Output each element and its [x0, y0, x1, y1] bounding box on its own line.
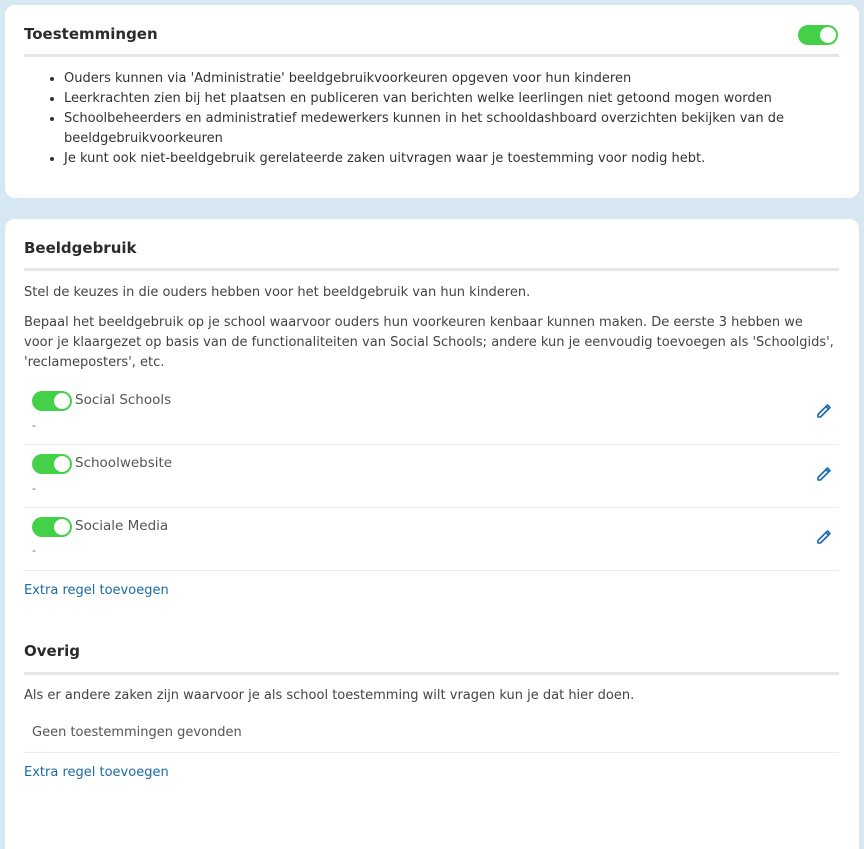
other-empty-state: Geen toestemmingen gevonden — [32, 725, 242, 740]
image-use-item-label: Social Schools — [75, 392, 172, 408]
row-divider — [24, 444, 839, 445]
pencil-icon[interactable] — [815, 402, 833, 420]
row-divider — [24, 752, 839, 753]
pencil-icon[interactable] — [815, 465, 833, 483]
list-item: • Ouders kunnen via 'Administratie' beeldgebruikvoorkeuren opgeven voor hun kinderen — [64, 69, 814, 89]
toggle-knob — [54, 456, 70, 472]
permissions-title: Toestemmingen — [24, 25, 158, 43]
image-use-description: Bepaal het beeldgebruik op je school waarvoor ouders hun voorkeuren kenbaar kunnen maken. De eerste 3 hebben we voor je klaargezet op basis van de functionaliteiten van Social Schools; andere kun je eenvoudig toevoegen als 'Schoolgids', 'reclameposters', etc. — [24, 315, 834, 370]
permissions-toggle[interactable] — [798, 25, 838, 45]
social-schools-toggle[interactable] — [32, 391, 72, 411]
row-divider — [24, 507, 839, 508]
image-use-item-label: Sociale Media — [75, 518, 169, 534]
schoolwebsite-toggle[interactable] — [32, 454, 72, 474]
divider — [24, 672, 839, 675]
permissions-info-list — [24, 69, 814, 169]
image-use-item-label: Schoolwebsite — [75, 455, 173, 471]
toggle-knob — [54, 519, 70, 535]
other-intro: Als er andere zaken zijn waarvoor je als school toestemming wilt vragen kun je dat hier doen. — [24, 688, 635, 703]
image-use-add-row-link[interactable]: Extra regel toevoegen — [24, 583, 169, 598]
other-title: Overig — [24, 642, 80, 660]
list-item: • Schoolbeheerders en administratief medewerkers kunnen in het schooldashboard overzichten bekijken van de beeldgebruikvoorkeuren — [64, 109, 814, 149]
divider — [24, 54, 839, 57]
divider — [24, 268, 839, 271]
settings-card — [5, 219, 859, 849]
toggle-knob — [54, 393, 70, 409]
row-divider — [24, 570, 839, 571]
image-use-item-subtext: - — [32, 482, 36, 495]
image-use-title: Beeldgebruik — [24, 239, 137, 257]
toggle-knob — [820, 27, 836, 43]
list-item: • Leerkrachten zien bij het plaatsen en publiceren van berichten welke leerlingen niet getoond mogen worden — [64, 89, 814, 109]
list-item: • Je kunt ook niet-beeldgebruik gerelateerde zaken uitvragen waar je toestemming voor nodig hebt. — [64, 149, 814, 169]
image-use-item-subtext: - — [32, 419, 36, 432]
image-use-item-subtext: - — [32, 544, 36, 557]
permissions-card — [5, 5, 859, 198]
other-add-row-link[interactable]: Extra regel toevoegen — [24, 765, 169, 780]
image-use-intro: Stel de keuzes in die ouders hebben voor het beeldgebruik van hun kinderen. — [24, 285, 531, 300]
sociale-media-toggle[interactable] — [32, 517, 72, 537]
pencil-icon[interactable] — [815, 528, 833, 546]
